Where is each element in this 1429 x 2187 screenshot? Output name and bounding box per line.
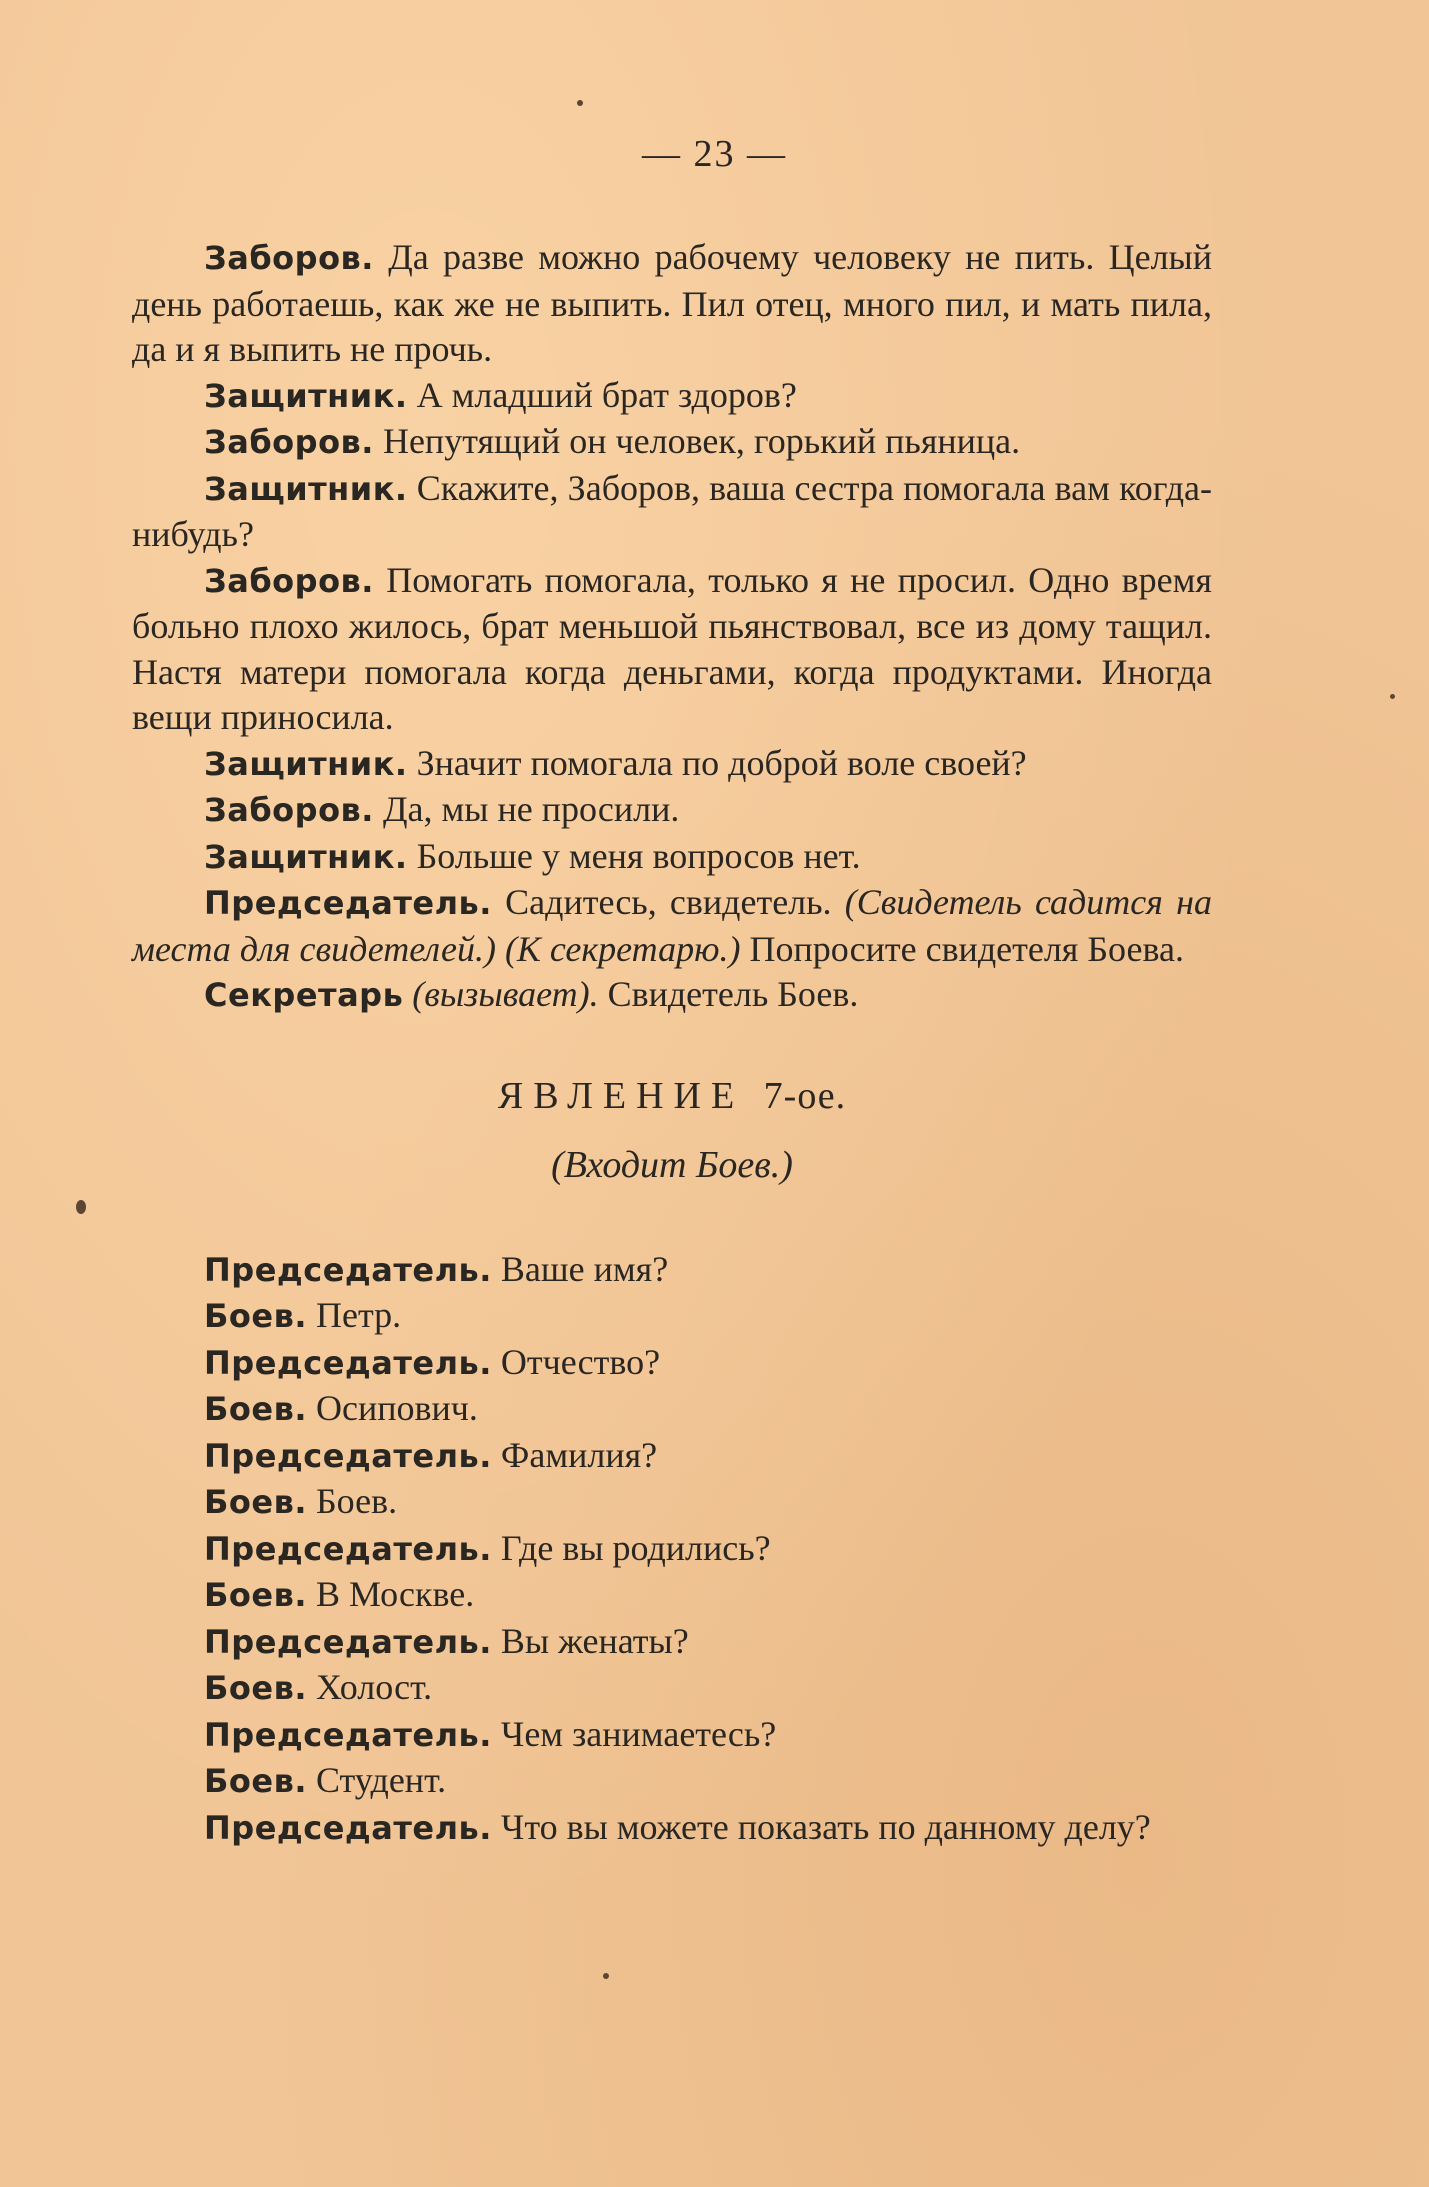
dialogue-line [132,1665,1212,1712]
dialogue-line [132,466,1212,558]
dialogue-line [132,1572,1212,1619]
speech-text: Помогать помогала, только я не просил. Одно время больно плохо жилось, брат меньшой пьянствовал, все из дому тащил. Настя матери помогала когда деньгами, когда продуктами. Иногда вещи приносила. [132,559,1212,737]
speaker-name: Боев. [204,1390,307,1428]
speech-text: Где вы родились? [491,1527,771,1568]
dialogue-line [132,787,1212,834]
speaker-name: Заборов. [204,791,374,829]
speaker-name: Заборов. [204,423,374,461]
speaker-name: Защитник. [204,469,408,508]
speaker-name: Председатель. [204,1622,492,1661]
stage-direction: (вызывает). [412,974,599,1014]
speech-text: А младший брат здоров? [407,374,797,415]
speaker-name: Председатель. [204,1715,492,1754]
speaker-name: Заборов. [204,239,374,277]
speaker-name: Защитник. [204,837,408,876]
speaker-name: Секретарь [204,976,404,1014]
speaker-name: Боев. [204,1297,307,1335]
speaker-name: Председатель. [204,1250,492,1289]
speaker-name: Председатель. [204,1808,492,1847]
speaker-name: Председатель. [204,1436,492,1475]
dialogue-line [132,558,1212,741]
dialogue-line [132,1758,1212,1805]
dialogue-line [132,235,1212,373]
dialogue-line [132,880,1212,972]
dialogue-line [132,1805,1212,1852]
dialogue-line [132,834,1212,881]
ink-speck [76,1200,86,1214]
speech-text: Ваше имя? [491,1248,669,1289]
speech-text: Да разве можно рабочему человеку не пить. Целый день работаешь, как же не выпить. Пил отец, много пил, и мать пила, да и я выпить не прочь. [132,237,1212,369]
speech-text: Чем занимаетесь? [491,1713,777,1754]
speech-text: Свидетель Боев. [598,974,859,1014]
speech-text: Да, мы не просили. [373,789,680,829]
speech-text: Петр. [306,1295,402,1335]
dialogue-line [132,1340,1212,1387]
speech-text: Боев. [306,1481,398,1521]
speech-text: Значит помогала по доброй воле своей? [407,742,1027,783]
dialogue-line [132,1479,1212,1526]
dialogue-line [132,1712,1212,1759]
speaker-name: Боев. [204,1669,307,1707]
speaker-name: Защитник. [204,744,408,783]
scene-title: ЯВЛЕНИЕ [497,1074,745,1117]
stage-direction: (Свидетель садится на места для свидетелей.) (К секретарю.) [132,882,1212,969]
speaker-name: Боев. [204,1762,307,1800]
speech-text: Попросите свидетеля Боева. [740,928,1184,969]
dialogue-line [132,972,1212,1019]
dialogue-line [132,1526,1212,1573]
speech-text [403,974,412,1014]
speech-text: Скажите, Заборов, ваша сестра помогала вам когда-нибудь? [132,467,1212,554]
dialogue-line [132,1247,1212,1294]
speech-text: Вы женаты? [491,1620,689,1661]
speech-text: Студент. [306,1760,447,1800]
speaker-name: Председатель. [204,1343,492,1382]
speech-text: Фамилия? [491,1434,658,1475]
speech-text: Холост. [306,1667,433,1707]
ink-speck [603,1973,609,1979]
speech-text: Садитесь, свидетель. [491,882,845,922]
speaker-name: Боев. [204,1576,307,1614]
dialogue-before-scene [132,235,1212,1019]
dialogue-line [132,1619,1212,1666]
dialogue-line [132,419,1212,466]
scene-number: 7-ое. [763,1074,847,1117]
dialogue-line [132,373,1212,420]
speech-text: Отчество? [491,1341,661,1382]
stage-direction: (Входит Боев.) [551,1144,793,1186]
speech-text: Осипович. [306,1388,478,1428]
speaker-name: Боев. [204,1483,307,1521]
speaker-name: Председатель. [204,884,492,922]
dialogue-line [132,1386,1212,1433]
ink-speck [1390,694,1395,699]
ink-speck [577,100,583,106]
speech-text: Что вы можете показать по данному делу? [491,1806,1151,1847]
page-body [132,235,1212,1851]
dialogue-line [132,1293,1212,1340]
dialogue-after-scene [132,1247,1212,1852]
speech-text: Больше у меня вопросов нет. [407,835,861,876]
speech-text: Непутящий он человек, горький пьяница. [373,421,1021,461]
speech-text: В Москве. [306,1574,475,1614]
scene-heading [132,1074,1212,1120]
speaker-name: Заборов. [204,561,374,600]
speaker-name: Защитник. [204,376,408,415]
dialogue-line [132,1433,1212,1480]
speaker-name: Председатель. [204,1529,492,1568]
page-number: — 23 — [642,133,787,175]
dialogue-line [132,741,1212,788]
